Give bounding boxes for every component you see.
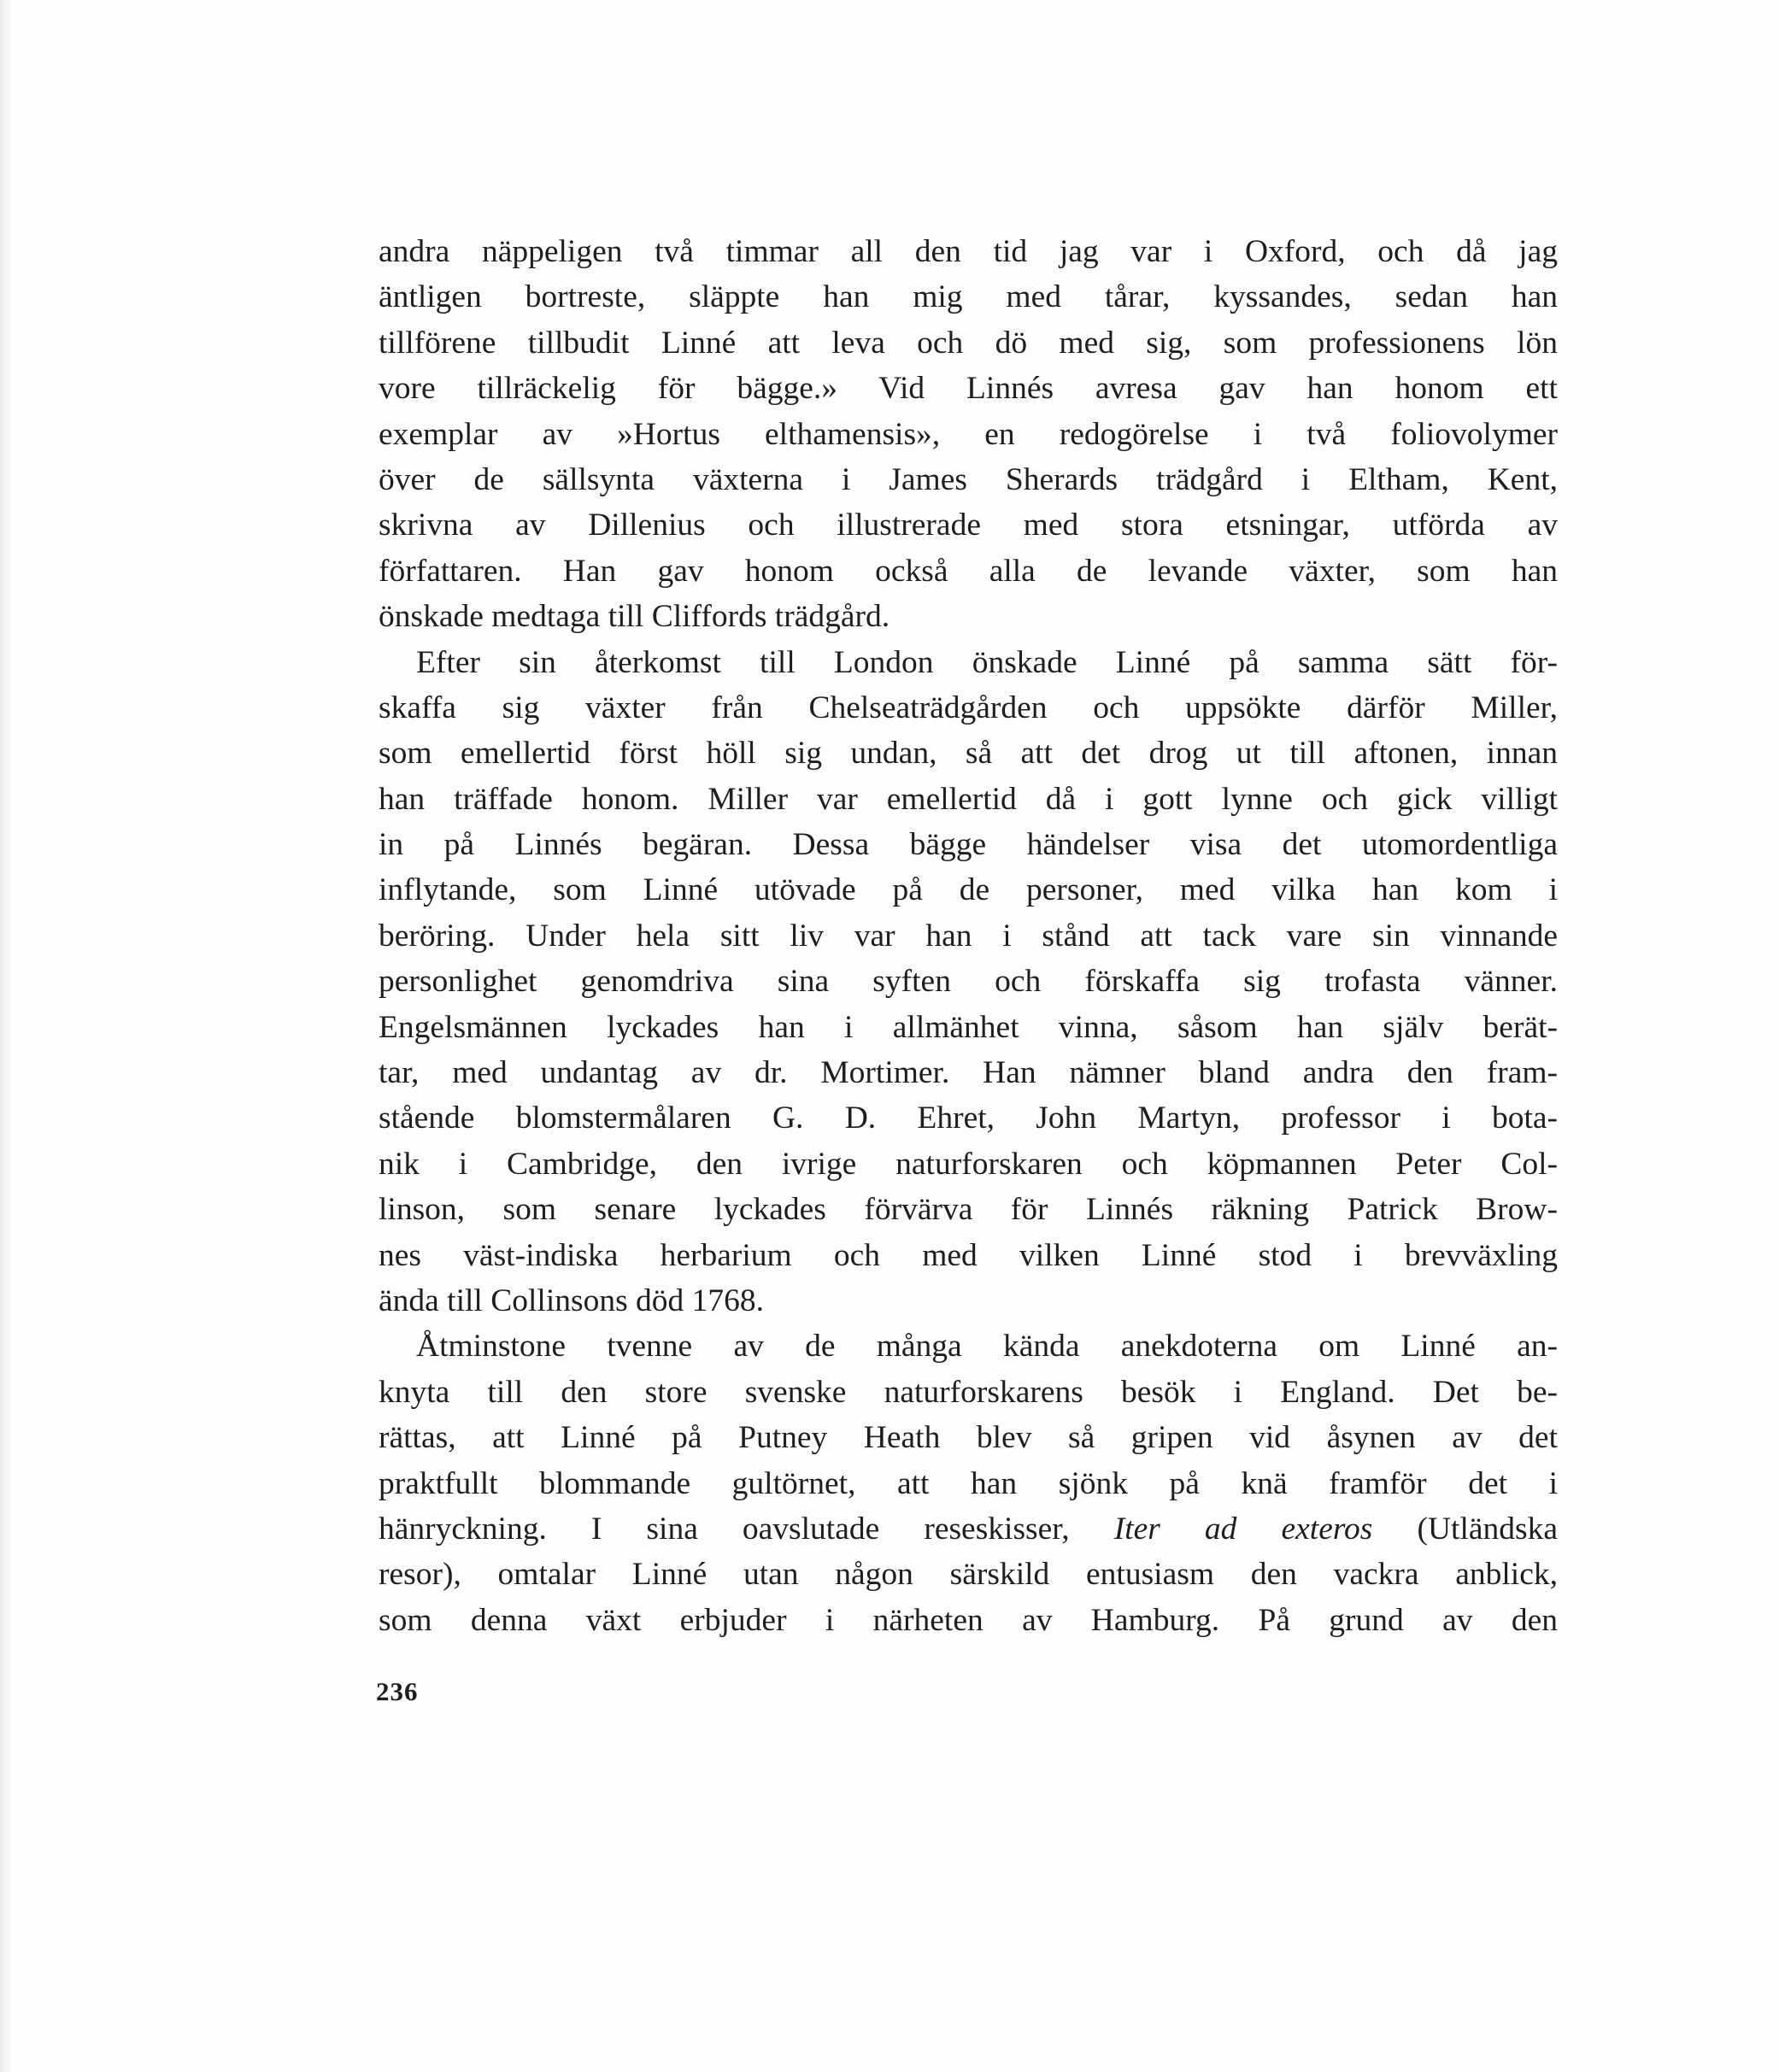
text-line: stående blomstermålaren G. D. Ehret, John Martyn, professor i bota- — [379, 1101, 1558, 1136]
text-line: äntligen bortreste, släppte han mig med tårar, kyssandes, sedan han — [379, 279, 1558, 315]
text-line: önskade medtaga till Cliffords trädgård. — [379, 599, 890, 635]
text-line: nik i Cambridge, den ivrige naturforskaren och köpmannen Peter Col- — [379, 1146, 1558, 1182]
text-line: knyta till den store svenske naturforskarens besök i England. Det be- — [379, 1374, 1558, 1410]
text-line: linson, som senare lyckades förvärva för Linnés räkning Patrick Brow- — [379, 1192, 1558, 1228]
text-line: nes väst-indiska herbarium och med vilken Linné stod i brevväxling — [379, 1237, 1558, 1273]
text-line — [379, 1506, 1558, 1552]
text-line: Engelsmännen lyckades han i allmänhet vinna, såsom han själv berät- — [379, 1009, 1558, 1045]
text-line: skaffa sig växter från Chelseaträdgården och uppsökte därför Miller, — [379, 690, 1558, 725]
text-line: vore tillräckelig för bägge.» Vid Linnés avresa gav han honom ett — [379, 371, 1558, 407]
text-line: personlighet genomdriva sina syften och förskaffa sig trofasta vänner. — [379, 964, 1558, 1000]
text-line: praktfullt blommande gultörnet, att han sjönk på knä framför det i — [379, 1465, 1558, 1501]
text-line: han träffade honom. Miller var emellertid då i gott lynne och gick villigt — [379, 781, 1558, 817]
text-line: beröring. Under hela sitt liv var han i stånd att tack vare sin vinnande — [379, 918, 1558, 954]
page-number: 236 — [376, 1676, 419, 1706]
text-line: rättas, att Linné på Putney Heath blev så gripen vid åsynen av det — [379, 1420, 1558, 1456]
body-text — [379, 229, 1558, 1643]
page-edge-shadow — [0, 0, 12, 2072]
text-line: som emellertid först höll sig undan, så att det drog ut till aftonen, innan — [379, 736, 1558, 772]
text-line: in på Linnés begäran. Dessa bägge händelser visa det utomordentliga — [379, 827, 1558, 863]
text-run: hänryckning. I sina oavslutade reseskisser, — [379, 1511, 1114, 1547]
text-line: exemplar av »Hortus elthamensis», en redogörelse i två foliovolymer — [379, 416, 1558, 452]
text-line: tillförene tillbudit Linné att leva och dö med sig, som professionens lön — [379, 325, 1558, 361]
text-line: tar, med undantag av dr. Mortimer. Han nämner bland andra den fram- — [379, 1055, 1558, 1091]
text-line: Efter sin återkomst till London önskade Linné på samma sätt för- — [416, 644, 1558, 680]
text-line: över de sällsynta växterna i James Sherards trädgård i Eltham, Kent, — [379, 461, 1558, 497]
text-line: ända till Collinsons död 1768. — [379, 1283, 765, 1318]
text-line: inflytande, som Linné utövade på de personer, med vilka han kom i — [379, 872, 1558, 908]
text-line: Åtminstone tvenne av de många kända anekdoterna om Linné an- — [416, 1329, 1558, 1365]
text-run: (Utländska — [1372, 1511, 1558, 1547]
italic-title: Iter ad exteros — [1113, 1511, 1373, 1547]
text-line: resor), omtalar Linné utan någon särskild entusiasm den vackra anblick, — [379, 1557, 1558, 1593]
text-line: skrivna av Dillenius och illustrerade med stora etsningar, utförda av — [379, 508, 1558, 543]
text-line: författaren. Han gav honom också alla de levande växter, som han — [379, 553, 1558, 589]
text-line: som denna växt erbjuder i närheten av Hamburg. På grund av den — [379, 1602, 1558, 1638]
text-line: andra näppeligen två timmar all den tid jag var i Oxford, och då jag — [379, 234, 1558, 269]
